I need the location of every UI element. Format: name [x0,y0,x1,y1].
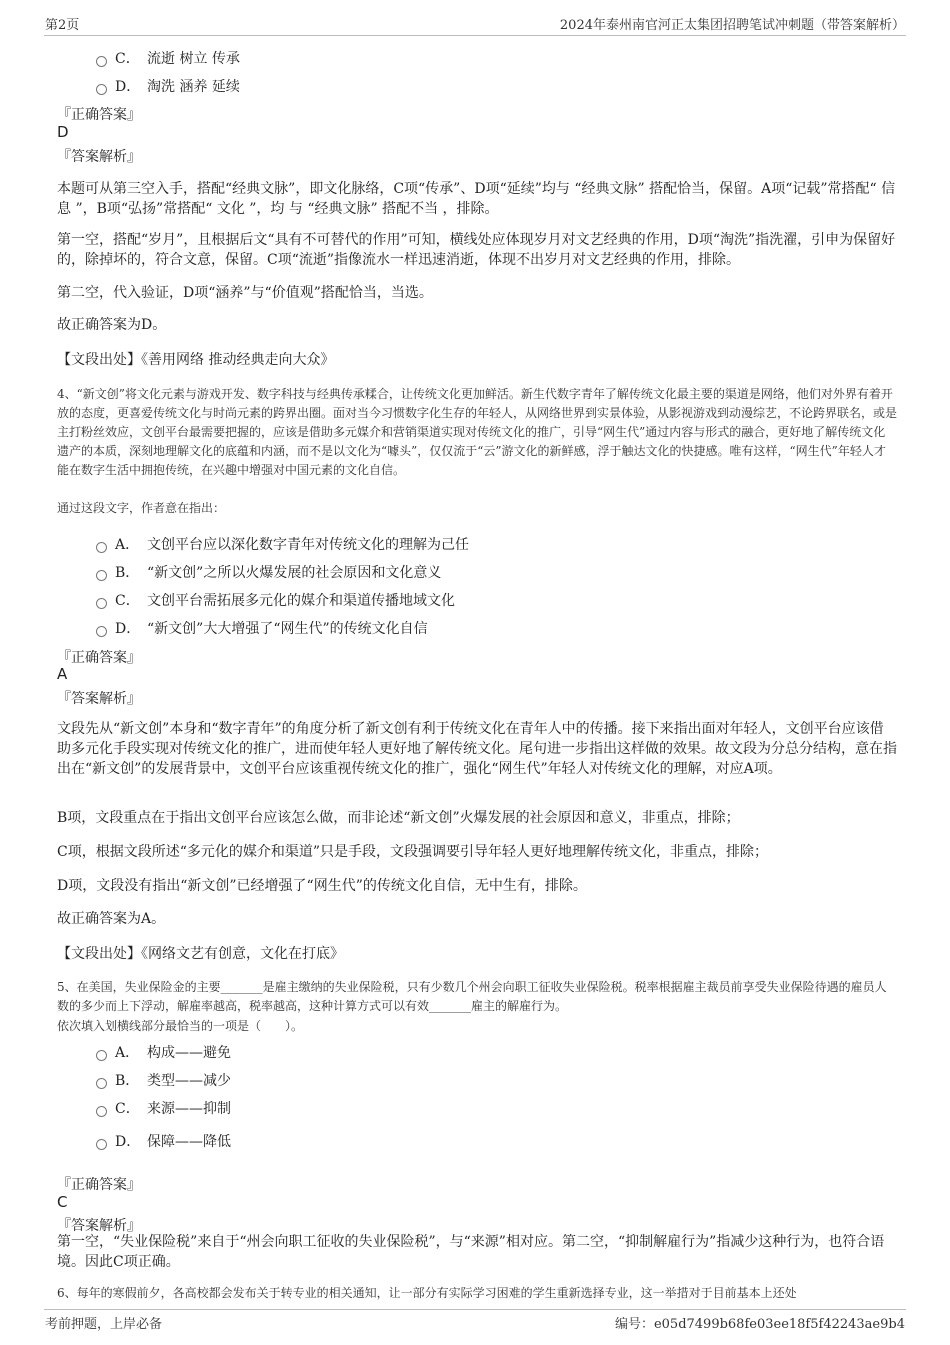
question-4-text: 4、“新文创”将文化元素与游戏开发、数字科技与经典传承糅合，让传统文化更加鲜活。新生代数字青年了解传统文化最主要的渠道是网络，他们对外界有着开放的态度，更喜爱传统文化与时尚元素的跨界出圈。面对当今习惯数字化生存的年轻人，从网络世界到实景体验，从影视游戏到动漫综艺，不论跨界联名，或是主打粉丝效应，文创平台最需要把握的，应该是借助多元媒介和营销渠道实现对传统文化的推广，引导“网生代”通过内容与形式的融合，更好地了解传统文化遗产的本质，深刻地理解文化的底蕴和内涵，而不是以文化为“噱头”，仅仅流于“云”游文化的新鲜感，浮于触达文化的快捷感。唯有这样，“网生代”年轻人才能在数字生活中拥抱传统，在兴趣中增强对中国元素的文化自信。 [57,387,898,477]
option-letter: B． [115,565,140,581]
analysis-label: 『答案解析』 [57,1218,141,1234]
analysis-paragraph: C项，根据文段所述“多元化的媒介和渠道”只是手段，文段强调要引导年轻人更好地理解传统文化，非重点，排除； [57,844,769,860]
option-text: “新文创”大大增强了“网生代”的传统文化自信 [147,621,428,637]
radio-icon[interactable] [96,1050,107,1061]
option-letter: D． [115,79,141,95]
document-id: 编号：e05d7499b68fe03ee18f5f42243ae9b4 [614,1317,905,1332]
analysis-paragraph: 故正确答案为A。 [57,911,166,927]
option-letter: B． [115,1073,140,1089]
question-5-prompt: 依次填入划横线部分最恰当的一项是（ ）。 [57,1019,304,1033]
option-letter: D． [115,621,141,637]
option-c[interactable] [96,589,455,611]
correct-answer: A [57,665,68,683]
option-text: 文创平台应以深化数字青年对传统文化的理解为己任 [147,537,469,553]
analysis-paragraph: B项，文段重点在于指出文创平台应该怎么做，而非论述“新文创”火爆发展的社会原因和意义，非重点，排除； [57,810,740,826]
option-text: 构成——避免 [147,1045,231,1061]
radio-icon[interactable] [96,626,107,637]
analysis-paragraph: 文段先从“新文创”本身和“数字青年”的角度分析了新文创有利于传统文化在青年人中的传播。接下来指出面对年轻人，文创平台应该借助多元化手段实现对传统文化的推广，进而使年轻人更好地了解传统文化。尾句进一步指出这样做的效果。故文段为分总分结构，意在指出在“新文创”的发展背景中，文创平台应该重视传统文化的推广，强化“网生代”年轻人对传统文化的理解，对应A项。 [57,721,897,777]
option-letter: A． [115,1045,140,1061]
option-letter: C． [115,1101,140,1117]
option-b[interactable] [96,561,441,583]
option-letter: C． [115,593,140,609]
source-citation: 【文段出处】《善用网络 推动经典走向大众》 [57,352,335,368]
option-letter: C． [115,51,140,67]
footer-divider [44,1309,906,1310]
analysis-paragraph: 故正确答案为D。 [57,317,167,333]
radio-icon[interactable] [96,1078,107,1089]
radio-icon[interactable] [96,542,107,553]
option-letter: A． [115,537,140,553]
analysis-label: 『答案解析』 [57,691,141,707]
option-d[interactable] [96,75,240,97]
analysis-paragraph: 第二空，代入验证，D项“涵养”与“价值观”搭配恰当，当选。 [57,285,433,301]
option-text: 类型——减少 [147,1073,231,1089]
radio-icon[interactable] [96,598,107,609]
option-text: 流逝 树立 传承 [147,51,240,67]
source-citation: 【文段出处】《网络文艺有创意，文化在打底》 [57,946,344,962]
option-b[interactable] [96,1069,231,1091]
page-number: 第2页 [45,18,80,33]
option-text: “新文创”之所以火爆发展的社会原因和文化意义 [147,565,442,581]
radio-icon[interactable] [96,1139,107,1150]
correct-answer-label: 『正确答案』 [57,107,141,123]
option-a[interactable] [96,1041,231,1063]
analysis-paragraph: D项，文段没有指出“新文创”已经增强了“网生代”的传统文化自信，无中生有，排除。 [57,878,587,894]
radio-icon[interactable] [96,1106,107,1117]
question-4-prompt: 通过这段文字，作者意在指出： [57,501,226,515]
option-c[interactable] [96,1097,231,1119]
document-title: 2024年泰州南官河正太集团招聘笔试冲刺题（带答案解析） [559,18,905,33]
correct-answer: D [57,123,69,141]
radio-icon[interactable] [96,84,107,95]
radio-icon[interactable] [96,570,107,581]
option-letter: D． [115,1134,141,1150]
footer-slogan: 考前押题，上岸必备 [45,1317,163,1332]
analysis-paragraph: 本题可从第三空入手，搭配“经典文脉”，即文化脉络，C项“传承”、D项“延续”均与 “经典文脉” 搭配恰当，保留。A项“记载”常搭配“ 信息 ”，B项“弘扬”常搭配“ 文化 ”，均 与 “经典文脉” 搭配不当 ，排除。 [57,181,896,217]
question-6-text: 6、每年的寒假前夕，各高校都会发布关于转专业的相关通知，让一部分有实际学习困难的学生重新选择专业，这一举措对于目前基本上还处 [57,1286,797,1300]
analysis-paragraph: 第一空，“失业保险税”来自于“州会向职工征收的失业保险税”，与“来源”相对应。第二空，“抑制解雇行为”指减少这种行为，也符合语境。因此C项正确。 [57,1234,885,1270]
option-c[interactable] [96,47,240,69]
option-a[interactable] [96,533,469,555]
option-d[interactable] [96,617,428,639]
correct-answer-label: 『正确答案』 [57,1177,141,1193]
option-text: 淘洗 涵养 延续 [147,79,240,95]
analysis-paragraph: 第一空，搭配“岁月”，且根据后文“具有不可替代的作用”可知，横线处应体现岁月对文艺经典的作用，D项“淘洗”指洗濯，引申为保留好的，除掉坏的，符合文意，保留。C项“流逝”指像流水一样迅速消逝，体现不出岁月对文艺经典的作用，排除。 [57,232,896,268]
analysis-label: 『答案解析』 [57,149,141,165]
radio-icon[interactable] [96,56,107,67]
option-text: 保障——降低 [147,1134,231,1150]
header-divider [44,35,906,36]
option-text: 文创平台需拓展多元化的媒介和渠道传播地域文化 [147,593,455,609]
option-text: 来源——抑制 [147,1101,231,1117]
correct-answer: C [57,1193,68,1211]
option-d[interactable] [96,1130,231,1152]
correct-answer-label: 『正确答案』 [57,650,141,666]
question-5-text: 5、在美国，失业保险金的主要_______是雇主缴纳的失业保险税，只有少数几个州会向职工征收失业保险税。税率根据雇主裁员前享受失业保险待遇的雇员人数的多少而上下浮动，解雇率越高，税率越高，这种计算方式可以有效_______雇主的解雇行为。 [57,980,887,1013]
